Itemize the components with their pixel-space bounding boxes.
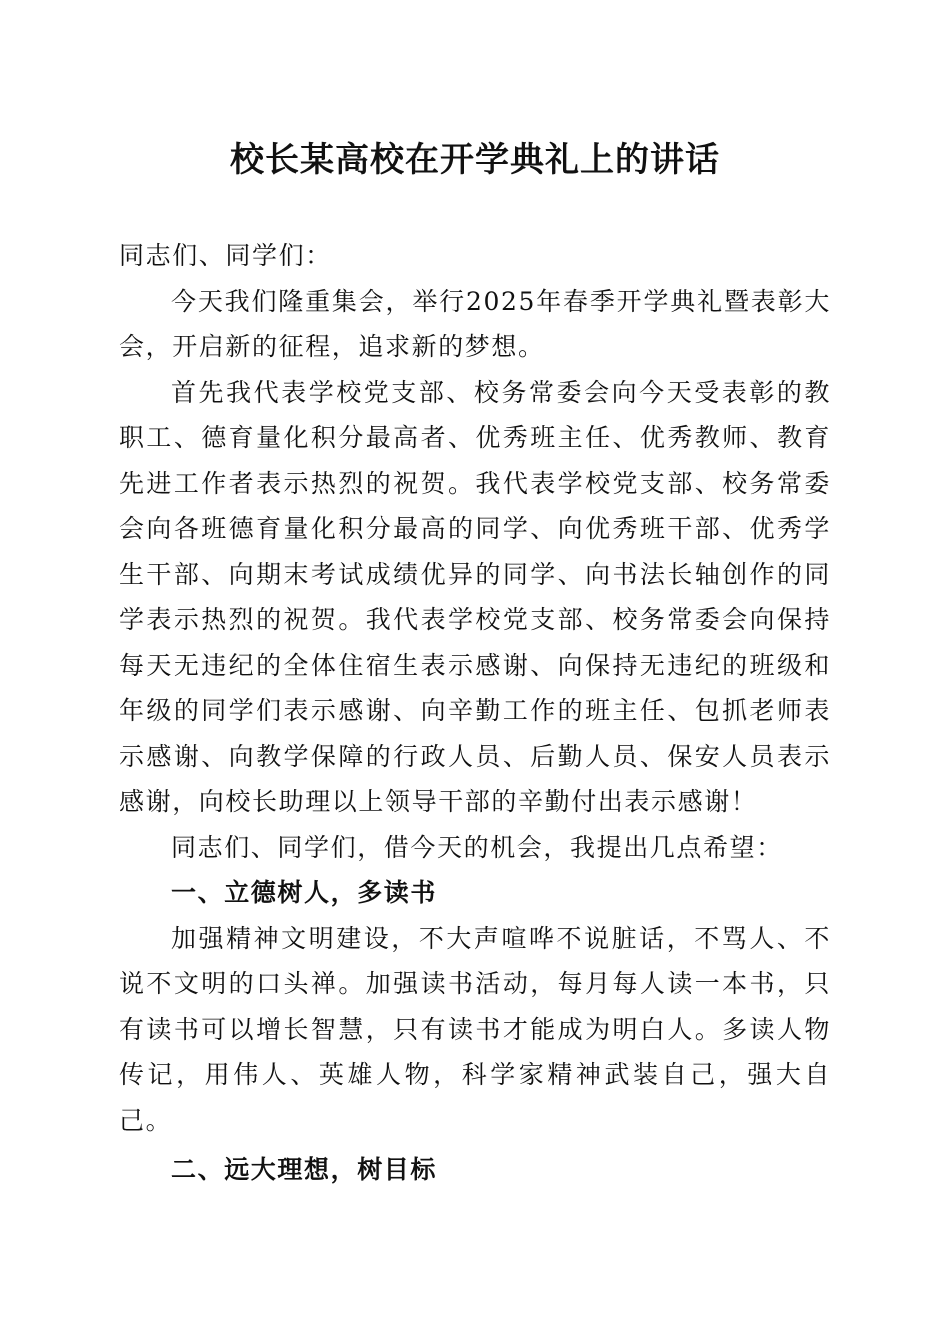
paragraph-section-1: 加强精神文明建设，不大声喧哗不说脏话，不骂人、不说不文明的口头禅。加强读书活动，每月每人读一本书，只有读书可以增长智慧，只有读书才能成为明白人。多读人物传记，用伟人、英雄人物，科学家精神武装自己，强大自己。 [119, 923, 831, 1135]
page-title: 校长某高校在开学典礼上的讲话 [230, 140, 720, 180]
paragraph-thanks: 首先我代表学校党支部、校务常委会向今天受表彰的教职工、德育量化积分最高者、优秀班主任、优秀教师、教育先进工作者表示热烈的祝贺。我代表学校党支部、校务常委会向各班德育量化积分最高的同学、向优秀班干部、优秀学生干部、向期末考试成绩优异的同学、向书法长轴创作的同学表示热烈的祝贺。我代表学校党支部、校务常委会向保持每天无违纪的全体住宿生表示感谢、向保持无违纪的班级和年级的同学们表示感谢、向辛勤工作的班主任、包抓老师表示感谢、向教学保障的行政人员、后勤人员、保安人员表示感谢，向校长助理以上领导干部的辛勤付出表示感谢！ [119, 377, 831, 816]
paragraph-opening: 今天我们隆重集会，举行2025年春季开学典礼暨表彰大会，开启新的征程，追求新的梦想。 [119, 286, 831, 361]
section-heading-1: 一、立德树人，多读书 [171, 878, 438, 907]
section-heading-2: 二、远大理想，树目标 [171, 1155, 438, 1184]
salutation: 同志们、同学们： [119, 241, 332, 270]
paragraph-hopes-intro: 同志们、同学们，借今天的机会，我提出几点希望： [171, 832, 783, 862]
document-body [119, 233, 831, 1193]
